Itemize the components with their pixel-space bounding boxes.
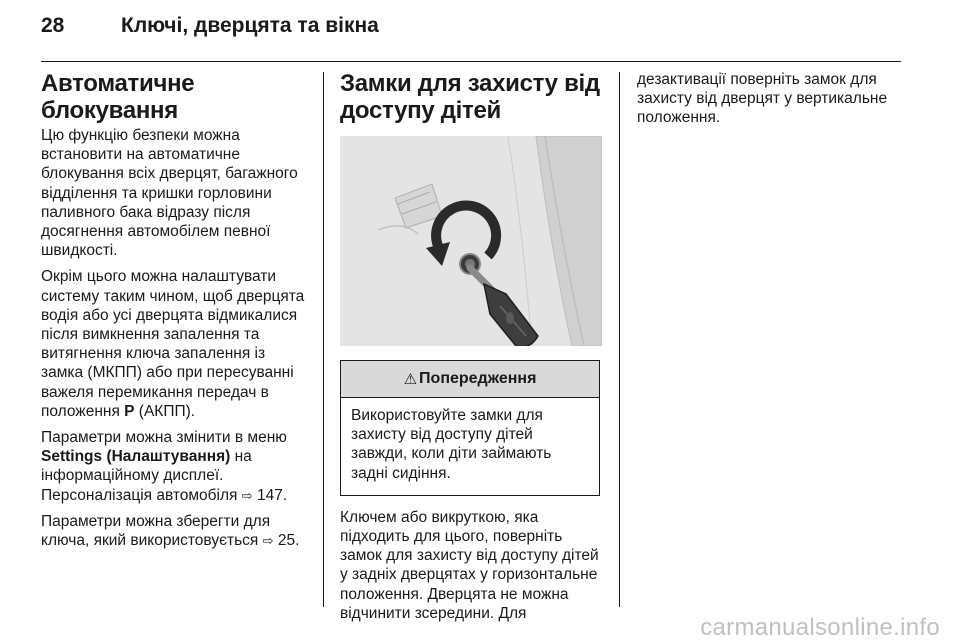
paragraph-child-locks-1: Ключем або викруткою, яка підходить для цього, поверніть замок для захисту від доступу дітей у задніх дверцятах у горизонтальне положення. Дверцята не можна відчинити зсередини. Для: [340, 508, 599, 622]
door-key-drawing: [340, 136, 602, 346]
watermark: carmanualsonline.info: [700, 614, 940, 641]
column-3: [637, 70, 899, 135]
warning-text: Використовуйте замки для захисту від доступу дітей завжди, коли діти займають задні сидіння.: [351, 407, 552, 482]
settings-menu-label: Settings (Налаштування): [41, 448, 231, 466]
page-ref-arrow-icon: ⇨: [241, 487, 253, 503]
paragraph-auto-lock-3: Параметри можна змінити в меню Settings (Налаштування) на інформаційному дисплеї. Персоналізація автомобіля ⇨ 147.: [41, 429, 288, 504]
warning-title: Попередження: [419, 370, 537, 387]
column-divider-2: [619, 72, 620, 607]
paragraph-auto-lock-1: Цю функцію безпеки можна встановити на автоматичне блокування всіх дверцят, багажного відділення та кришки горловини паливного бака відразу після досягнення автомобілем певної швидкості.: [41, 127, 298, 260]
page-ref-arrow-icon: ⇨: [262, 533, 274, 549]
column-1: [41, 70, 309, 557]
paragraph-child-locks-2: дезактивації поверніть замок для захисту від дверцят у вертикальне положення.: [637, 71, 888, 127]
page-ref-25: 25.: [273, 532, 300, 550]
paragraph-auto-lock-4: Параметри можна зберегти для ключа, який використовується ⇨ 25.: [41, 512, 300, 550]
page-header: [41, 14, 921, 54]
paragraph-auto-lock-2: Окрім цього можна налаштувати систему таким чином, щоб дверцята водія або усі дверцята відмикалися після вимкнення запалення та витягнення ключа запалення із замка (МКПП) або при пересуванні важеля перемикання передач в положення P (АКПП).: [41, 268, 305, 420]
chapter-title: Ключі, дверцята та вікна: [121, 14, 379, 37]
section-heading-child-locks: Замки для захисту від доступу дітей: [340, 70, 600, 124]
gear-p-label: P: [124, 402, 135, 420]
page-ref-147: 147.: [252, 486, 288, 504]
page-number: 28: [41, 14, 65, 37]
section-heading-auto-lock: Автоматичне блокування: [41, 70, 195, 124]
warning-triangle-icon: ⚠: [403, 371, 418, 388]
header-rule: [41, 61, 901, 62]
warning-box: [340, 360, 600, 496]
column-divider-1: [323, 72, 324, 607]
child-lock-illustration: [340, 136, 602, 346]
warning-header: [341, 361, 599, 398]
column-2: [340, 70, 602, 630]
